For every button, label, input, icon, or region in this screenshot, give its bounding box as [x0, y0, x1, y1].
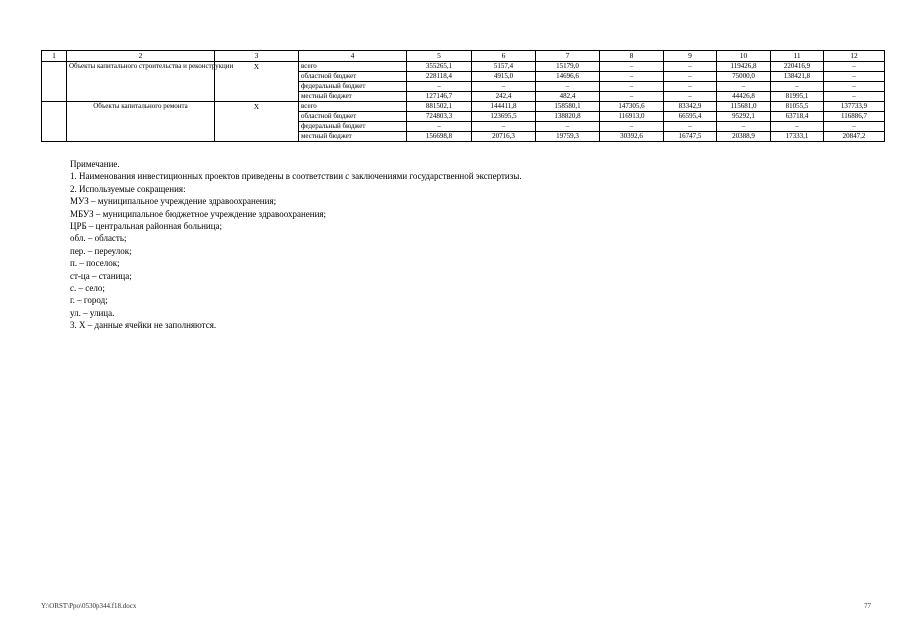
value-cell: 355265,1	[407, 62, 472, 72]
note-line: обл. – область;	[70, 233, 127, 244]
value-cell: 66595,4	[664, 112, 717, 122]
column-header: 6	[472, 51, 536, 62]
value-cell: 4915,0	[472, 72, 536, 82]
value-cell: –	[472, 82, 536, 92]
value-cell: –	[717, 122, 771, 132]
value-cell: –	[664, 122, 717, 132]
value-cell: 123695,5	[472, 112, 536, 122]
note-line: пер. – переулок;	[70, 245, 132, 256]
note-line: с. – село;	[70, 283, 105, 294]
value-cell: 63718,4	[771, 112, 824, 122]
value-cell: –	[824, 72, 885, 82]
not-filled-mark-cell: Х	[215, 62, 299, 102]
note-line: ст-ца – станица;	[70, 270, 132, 281]
note-line: 3. Х – данные ячейки не заполняются.	[70, 320, 217, 331]
value-cell: 724803,3	[407, 112, 472, 122]
value-cell: 30392,6	[600, 132, 664, 142]
budget-table	[41, 50, 885, 142]
value-cell: 137733,9	[824, 102, 885, 112]
not-filled-mark-cell: Х	[215, 102, 299, 142]
value-cell: 5157,4	[472, 62, 536, 72]
column-header: 11	[771, 51, 824, 62]
funding-source-cell: всего	[299, 62, 407, 72]
note-line: ЦРБ – центральная районная больница;	[70, 221, 223, 232]
value-cell: –	[600, 62, 664, 72]
funding-source-cell: федеральный бюджет	[299, 122, 407, 132]
value-cell: –	[600, 82, 664, 92]
value-cell: –	[824, 92, 885, 102]
table-row	[42, 62, 885, 72]
value-cell: –	[717, 82, 771, 92]
value-cell: 881502,1	[407, 102, 472, 112]
value-cell: –	[536, 82, 600, 92]
value-cell: –	[771, 82, 824, 92]
value-cell: 119426,8	[717, 62, 771, 72]
value-cell: –	[407, 122, 472, 132]
value-cell: 220416,9	[771, 62, 824, 72]
column-header: 3	[215, 51, 299, 62]
value-cell: –	[771, 122, 824, 132]
value-cell: –	[407, 82, 472, 92]
page-number: 77	[864, 602, 871, 610]
value-cell: –	[536, 122, 600, 132]
funding-source-cell: местный бюджет	[299, 92, 407, 102]
value-cell: 115681,0	[717, 102, 771, 112]
notes-section	[70, 158, 830, 332]
row-number-cell	[42, 62, 67, 102]
object-name-cell: Объекты капитального строительства и реконструкции	[67, 62, 215, 102]
note-line: 2. Используемые сокращения:	[70, 183, 186, 194]
column-header: 8	[600, 51, 664, 62]
column-header: 12	[824, 51, 885, 62]
value-cell: 83342,9	[664, 102, 717, 112]
value-cell: 20388,9	[717, 132, 771, 142]
value-cell: –	[664, 92, 717, 102]
note-line: 1. Наименования инвестиционных проектов приведены в соответствии с заключениями государственной экспертизы.	[70, 171, 522, 182]
value-cell: 14696,6	[536, 72, 600, 82]
note-line: г. – город;	[70, 295, 108, 306]
value-cell: 242,4	[472, 92, 536, 102]
column-header: 10	[717, 51, 771, 62]
value-cell: 19759,3	[536, 132, 600, 142]
footer-file-path: Y:\ORST\Ppo\0530p344.f18.docx	[41, 602, 137, 610]
value-cell: 81995,1	[771, 92, 824, 102]
value-cell: –	[600, 122, 664, 132]
note-line: ул. – улица.	[70, 307, 115, 318]
funding-source-cell: всего	[299, 102, 407, 112]
funding-source-cell: областной бюджет	[299, 112, 407, 122]
value-cell: 16747,5	[664, 132, 717, 142]
object-name-cell: Объекты капитального ремонта	[67, 102, 215, 142]
table-row	[42, 102, 885, 112]
header-row	[42, 51, 885, 62]
value-cell: 147305,6	[600, 102, 664, 112]
value-cell: 156698,8	[407, 132, 472, 142]
value-cell: 75000,0	[717, 72, 771, 82]
column-header: 1	[42, 51, 67, 62]
value-cell: 158580,1	[536, 102, 600, 112]
value-cell: 127146,7	[407, 92, 472, 102]
value-cell: 482,4	[536, 92, 600, 102]
row-number-cell	[42, 102, 67, 142]
column-header: 4	[299, 51, 407, 62]
value-cell: –	[664, 72, 717, 82]
funding-source-cell: местный бюджет	[299, 132, 407, 142]
column-header: 2	[67, 51, 215, 62]
funding-source-cell: областной бюджет	[299, 72, 407, 82]
value-cell: –	[824, 122, 885, 132]
value-cell: 81055,5	[771, 102, 824, 112]
column-header: 5	[407, 51, 472, 62]
value-cell: 20847,2	[824, 132, 885, 142]
value-cell: 95292,1	[717, 112, 771, 122]
column-header: 7	[536, 51, 600, 62]
funding-source-cell: федеральный бюджет	[299, 82, 407, 92]
column-header: 9	[664, 51, 717, 62]
value-cell: –	[664, 82, 717, 92]
value-cell: 138820,8	[536, 112, 600, 122]
value-cell: –	[664, 62, 717, 72]
value-cell: 15179,0	[536, 62, 600, 72]
value-cell: 144411,8	[472, 102, 536, 112]
value-cell: –	[600, 72, 664, 82]
notes-title: Примечание.	[70, 159, 120, 169]
value-cell: 116913,0	[600, 112, 664, 122]
value-cell: –	[824, 62, 885, 72]
value-cell: –	[600, 92, 664, 102]
value-cell: 20716,3	[472, 132, 536, 142]
value-cell: –	[824, 82, 885, 92]
value-cell: 228118,4	[407, 72, 472, 82]
value-cell: –	[472, 122, 536, 132]
value-cell: 44426,8	[717, 92, 771, 102]
value-cell: 138421,8	[771, 72, 824, 82]
note-line: п. – поселок;	[70, 258, 120, 269]
note-line: МУЗ – муниципальное учреждение здравоохранения;	[70, 196, 277, 207]
value-cell: 17333,1	[771, 132, 824, 142]
value-cell: 116886,7	[824, 112, 885, 122]
note-line: МБУЗ – муниципальное бюджетное учреждение здравоохранения;	[70, 208, 327, 219]
